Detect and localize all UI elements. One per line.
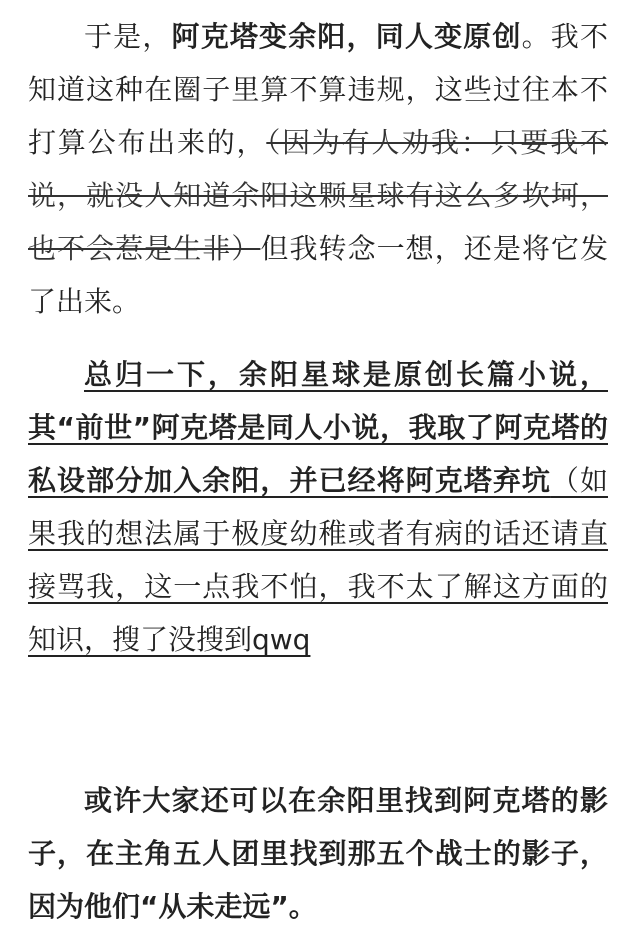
paragraph-1-strikethrough: （因为有人劝我：只要我不说，就没人知道余阳这颗星球有这么多坎坷，也不会惹是生非） <box>28 126 608 265</box>
paragraph-1-lead: 于是， <box>84 20 172 53</box>
paragraph-2-underlined: （如果我的想法属于极度幼稚或者有病的话还请直接骂我，这一点我不怕，我不太了解这方面的知识，搜了没搜到qwq <box>28 464 608 656</box>
paragraph-2 <box>28 348 608 666</box>
paragraph-3 <box>28 774 608 933</box>
paragraph-1-tail: 但我转念一想，还是将它发了出来。 <box>28 232 608 318</box>
paragraph-1-bold-phrase: 阿克塔变余阳，同人变原创 <box>171 20 522 53</box>
paragraph-1 <box>28 10 608 328</box>
article-body <box>28 10 608 933</box>
paragraph-2-bold-underlined: 总归一下，余阳星球是原创长篇小说，其“前世”阿克塔是同人小说，我取了阿克塔的私设部分加入余阳，并已经将阿克塔弃坑 <box>28 358 608 497</box>
paragraph-1-middle: 。我不知道这种在圈子里算不算违规，这些过往本不打算公布出来的， <box>28 20 608 159</box>
paragraph-3-text: 或许大家还可以在余阳里找到阿克塔的影子，在主角五人团里找到那五个战士的影子，因为他们“从未走远”。 <box>28 784 608 923</box>
